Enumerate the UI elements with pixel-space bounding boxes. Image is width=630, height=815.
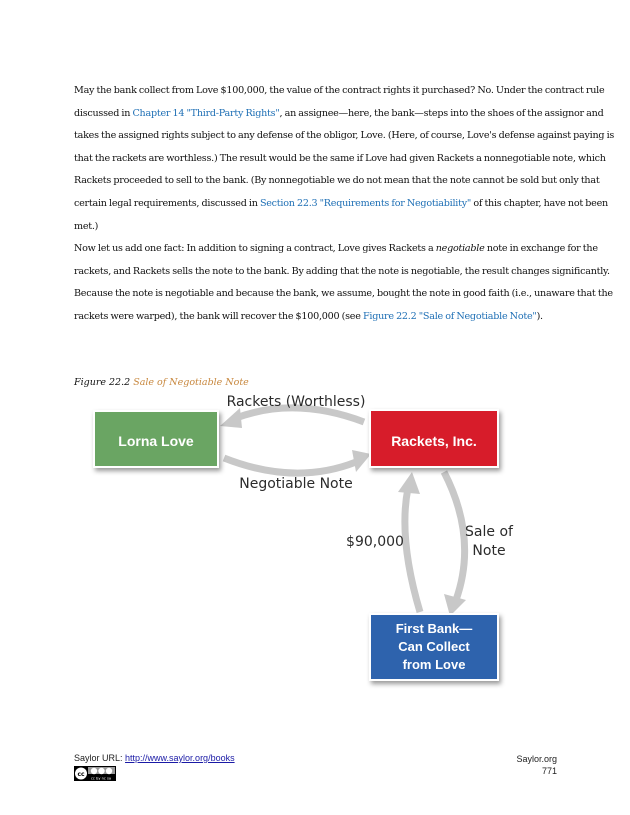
payment-arrow bbox=[405, 488, 420, 612]
payment-arrowhead bbox=[398, 472, 420, 494]
lorna-love-label: Lorna Love bbox=[118, 433, 194, 449]
text-span: certain legal requirements, discussed in bbox=[74, 197, 260, 209]
footer-prefix: Saylor URL: bbox=[74, 753, 126, 763]
page-number: 771 bbox=[541, 766, 557, 776]
chapter-14-link[interactable]: Chapter 14 "Third-Party Rights" bbox=[132, 107, 280, 119]
by-icon bbox=[91, 768, 97, 774]
text-span: Because the note is negotiable and because the bank, we assume, bought the note in good faith (i.e., unaware that the bbox=[74, 288, 613, 300]
creative-commons-icon bbox=[74, 766, 116, 781]
sale-arrow bbox=[444, 472, 465, 600]
text-span: May the bank collect from Love $100,000, the value of the contract rights it purchased? No. Under the contract rule bbox=[74, 85, 605, 96]
top-arrowhead bbox=[220, 408, 242, 428]
figure-number: Figure 22.2 bbox=[74, 377, 131, 388]
section-22-3-link[interactable]: Section 22.3 "Requirements for Negotiability" bbox=[259, 197, 472, 209]
body-text bbox=[74, 80, 615, 329]
cc-glyph: cc bbox=[77, 771, 85, 778]
text-span: ). bbox=[536, 310, 543, 322]
text-line bbox=[74, 306, 559, 329]
top-arrow bbox=[236, 408, 364, 422]
text-line bbox=[74, 261, 610, 284]
text-span: met.) bbox=[74, 220, 99, 232]
footer-right bbox=[516, 753, 557, 777]
cc-license-text: cc by nc sa bbox=[90, 776, 112, 781]
text-line bbox=[74, 80, 605, 103]
amount-label: $90,000 bbox=[346, 534, 404, 550]
text-line bbox=[74, 238, 598, 261]
rackets-worthless-label: Rackets (Worthless) bbox=[226, 394, 366, 410]
sale-arrowhead bbox=[444, 594, 466, 616]
rackets-inc-label: Rackets, Inc. bbox=[391, 433, 477, 449]
sale-of-note-label-line1: Sale of bbox=[465, 524, 513, 540]
text-span: takes the assigned rights subject to any defense of the obligor, Love. (Here, of course, Love's defense against paying is bbox=[74, 130, 615, 142]
text-line bbox=[74, 103, 604, 126]
text-line bbox=[74, 283, 613, 306]
figure-title: Sale of Negotiable Note bbox=[133, 377, 249, 388]
text-line bbox=[74, 148, 606, 171]
first-bank-label-line1: First Bank— bbox=[395, 621, 473, 636]
nc-icon bbox=[98, 768, 104, 774]
text-span: of this chapter, have not been bbox=[471, 197, 608, 209]
figure-caption bbox=[74, 377, 249, 388]
text-line bbox=[74, 216, 559, 239]
text-line bbox=[74, 193, 608, 216]
bottom-arrow bbox=[224, 458, 356, 473]
emphasis-text: negotiable bbox=[435, 243, 485, 255]
first-bank-label-line2: Can Collect bbox=[398, 639, 470, 654]
figure-22-2-link[interactable]: Figure 22.2 "Sale of Negotiable Note" bbox=[362, 310, 537, 322]
text-span: Now let us add one fact: In addition to signing a contract, Love gives Rackets a bbox=[74, 243, 436, 255]
figure-diagram bbox=[86, 388, 526, 700]
first-bank-label-line3: from Love bbox=[402, 657, 466, 672]
negotiable-note-label: Negotiable Note bbox=[239, 476, 353, 492]
text-span: Rackets proceeded to sell to the bank. (By nonnegotiable we do not mean that the note cannot be sold but only that bbox=[74, 175, 600, 187]
text-span: discussed in bbox=[74, 107, 133, 119]
text-span: that the rackets are worthless.) The result would be the same if Love had given Rackets a nonnegotiable note, which bbox=[74, 152, 606, 164]
saylor-books-link[interactable]: http://www.saylor.org/books bbox=[125, 753, 235, 763]
text-line bbox=[74, 125, 615, 148]
sa-icon bbox=[106, 768, 112, 774]
footer-source bbox=[74, 753, 235, 763]
text-line bbox=[74, 170, 600, 193]
footer-site: Saylor.org bbox=[516, 754, 557, 764]
text-span: rackets were warped), the bank will recover the $100,000 (see bbox=[74, 310, 363, 322]
text-span: , an assignee—here, the bank—steps into the shoes of the assignor and bbox=[279, 107, 604, 119]
sale-of-note-label-line2: Note bbox=[472, 543, 506, 559]
bottom-arrowhead bbox=[352, 450, 371, 472]
text-span: rackets, and Rackets sells the note to the bank. By adding that the note is negotiable, the result changes significantly. bbox=[74, 265, 610, 277]
text-span: note in exchange for the bbox=[484, 243, 598, 255]
